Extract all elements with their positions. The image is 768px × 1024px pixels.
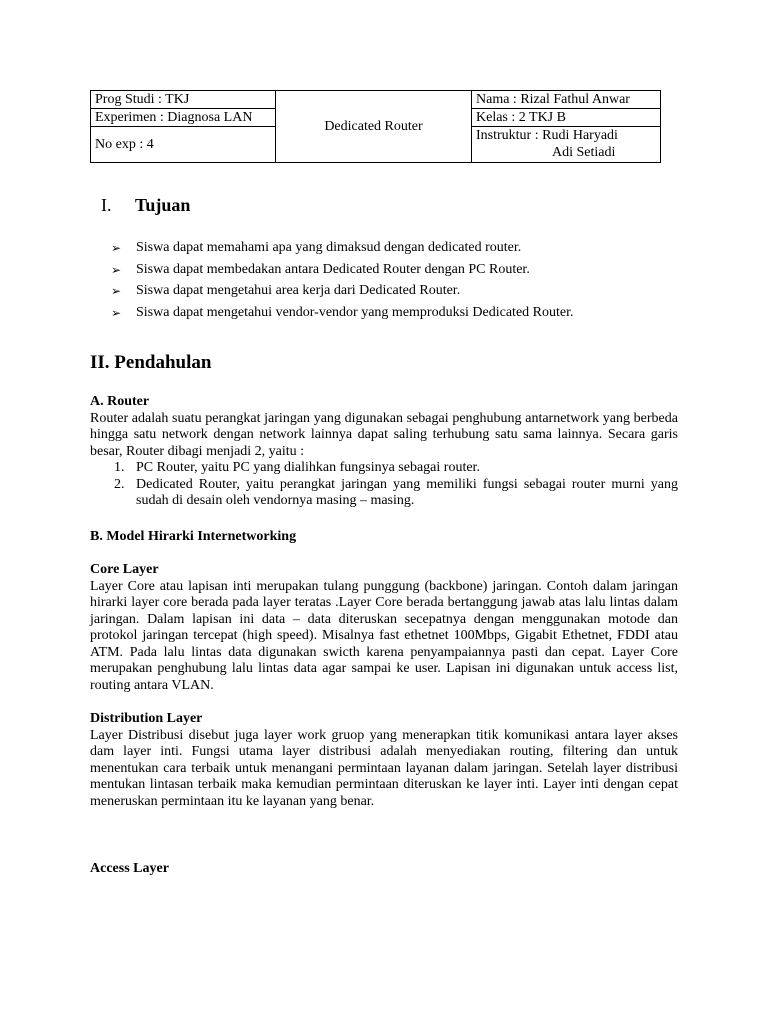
core-layer-paragraph: Layer Core atau lapisan inti merupakan tulang punggung (backbone) jaringan. Contoh dalam jaringan hirarki layer core berada pada layer teratas .Layer Core berada bertanggung jawab atas lalu lintas dalam jaringan. Dalam lapisan ini data – data diteruskan secepatnya dengan menggunakan motode dan protokol jaringan tercepat (high speed). Misalnya fast ethetnet 100Mbps, Gigabit Ethetnet, FDDI atau ATM. Pada lalu lintas data digunakan swicth karena penyampaiannya pasti dan cepat. Layer Core merupakan penghubung lalu lintas data agar sampai ke user. Lapisan ini digunakan untuk access list, routing antara VLAN. [90,578,678,693]
list-text: PC Router, yaitu PC yang dialihkan fungsinya sebagai router. [136,460,480,475]
router-heading: A. Router [90,394,150,409]
list-number: 1. [114,460,125,475]
router-types-list [90,460,678,510]
list-item [90,460,678,477]
core-layer-heading: Core Layer [90,562,159,577]
list-item [90,477,678,510]
goal-text: Siswa dapat mengetahui area kerja dari Dedicated Router. [136,283,461,298]
section-title: Tujuan [135,195,191,215]
goal-text: Siswa dapat membedakan antara Dedicated Router dengan PC Router. [136,261,530,277]
arrow-bullet-icon: ➢ [111,262,122,277]
core-layer-section [90,562,678,694]
access-layer-section [90,861,678,878]
experiment-cell: Experimen : Diagnosa LAN [91,109,276,127]
model-section [90,529,678,546]
goal-text: Siswa dapat mengetahui vendor-vendor yang memproduksi Dedicated Router. [136,304,574,320]
goal-text: Siswa dapat memahami apa yang dimaksud dengan dedicated router. [136,240,522,255]
arrow-bullet-icon: ➢ [111,284,122,298]
kelas-cell: Kelas : 2 TKJ B [472,109,661,127]
access-layer-heading: Access Layer [90,861,169,876]
instruktur-line-2: Adi Setiadi [552,145,616,160]
nama-cell: Nama : Rizal Fathul Anwar [472,91,661,109]
header-table [90,90,661,163]
distribution-layer-heading: Distribution Layer [90,711,203,726]
section-heading-tujuan [101,197,190,214]
section-heading-pendahulan: II. Pendahulan [90,352,212,373]
arrow-bullet-icon: ➢ [111,305,122,320]
list-text: Dedicated Router, yaitu perangkat jaringan yang memiliki fungsi sebagai router murni yang sudah di desain oleh vendornya masing – masing. [136,476,678,508]
goals-list [111,240,671,326]
instruktur-line-1: Instruktur : Rudi Haryadi [476,128,618,143]
instruktur-cell [472,127,661,163]
distribution-layer-section [90,711,678,810]
list-item [111,283,671,305]
prog-studi-cell: Prog Studi : TKJ [91,91,276,109]
distribution-layer-paragraph: Layer Distribusi disebut juga layer work gruop yang menerapkan titik komunikasi antara layer akses dam layer inti. Fungsi utama layer distribusi adalah menyediakan routing, filtering dan untuk menentukan cara terbaik untuk menangani permintaan layanan dalam jaringan. Setelah layer distribusi mentukan lintasan terbaik maka kemudian permintaan diteruskan ke layer inti. Layer inti dengan cepat meneruskan permintaan itu ke layanan yang benar. [90,727,678,809]
list-number: 2. [114,476,125,492]
list-item [111,240,671,262]
arrow-bullet-icon: ➢ [111,241,122,255]
no-exp-cell: No exp : 4 [91,127,276,163]
model-heading: B. Model Hirarki Internetworking [90,529,297,544]
router-paragraph: Router adalah suatu perangkat jaringan yang digunakan sebagai penghubung antarnetwork yang berbeda hingga satu network dengan network lainnya dapat saling terhubung satu sama lainnya. Secara garis besar, Router dibagi menjadi 2, yaitu : [90,410,678,459]
router-section [90,394,678,510]
document-title-cell: Dedicated Router [276,91,472,163]
list-item [111,305,671,327]
list-item [111,262,671,284]
section-number: I. [101,195,112,215]
